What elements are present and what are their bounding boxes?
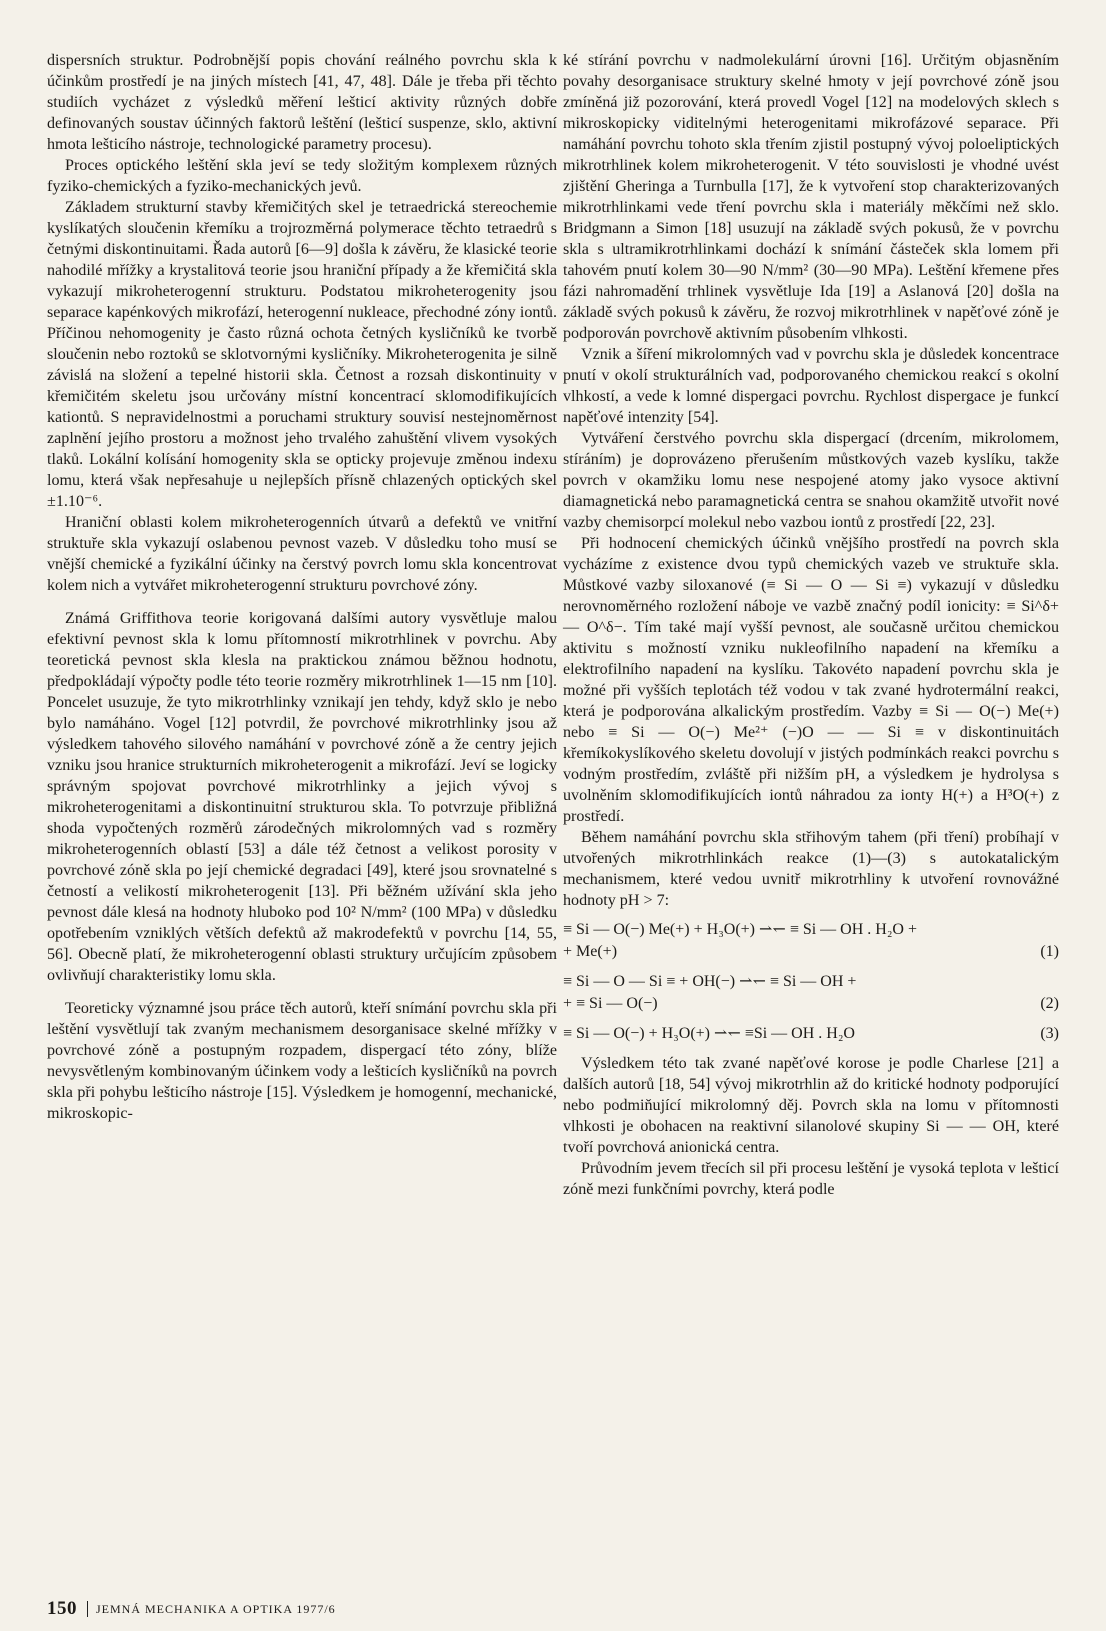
paragraph: Známá Griffithova teorie korigovaná dalšími autory vysvětluje malou efektivní pevnost skla k lomu přítomností mikrotrhlinek v povrchu. Aby teoretická pevnost skla klesla na praktickou známou běžnou hodnotu, předpokládají výpočty podle této teorie rozměry mikrotrhlinek 1—15 nm [10]. Poncelet usuzuje, že tyto mikrotrhlinky vznikají jen tehdy, když sklo je nebo bylo namáháno. Vogel [12] potvrdil, že povrchové mikrotrhlinky jsou až výsledkem tahového silového namáhání v povrchové zóně a že centry jejich vzniku jsou hranice strukturních mikroheterogenit a mikrofází. Jeví se logicky správným spojovat povrchové mikrotrhlinky a jejich vývoj s mikroheterogenitami a diskontinuitní strukturou skla. To potvrzuje přibližná shoda vypočtených rozměrů zárodečných mikrolomných vad s rozměry mikroheterogenních oblastí [53] a dále též četnost a velikost porosity v povrchové zóně skla po její chemické degradaci [49], které jsou srovnatelné s četností a velikostí mikroheterogenit [13]. Při běžném užívání skla jeho pevnost dále klesá na hodnoty hluboko pod 10² N/mm² (100 MPa) v důsledku opotřebením vzniklých větších defektů až makrodefektů v povrchu [14, 55, 56]. Obecně platí, že mikroheterogenní oblasti struktury určujícím způsobem ovlivňují charakteristiky lomu skla. [47, 610, 557, 984]
equation-line: ≡ Si — O(−) + H₃O(+) ⇀↽ ≡Si — OH . H₂O [563, 1025, 855, 1042]
equation-2 [563, 971, 1059, 993]
paragraph: Proces optického leštění skla jeví se tedy složitým komplexem různých fyziko-chemických a fyziko-mechanických jevů. [47, 157, 557, 195]
equation-block [563, 919, 1059, 1045]
equation-2-continuation [563, 993, 1059, 1015]
paragraph: ké stírání povrchu v nadmolekulární úrovni [16]. Určitým objasněním povahy desorganisace struktury skelné hmoty v její povrchové zóně jsou zmíněná již pozorování, která provedl Vogel [12] na modelových sklech s mikroskopicky viditelnými heterogenitami mikrofázové separace. Při namáhání povrchu tohoto skla třením zjistil postupný vývoj poloeliptických mikrotrhlinek kolem mikroheterogenit. V této souvislosti je vhodné uvést zjištění Gheringa a Turnbulla [17], že k vytvoření stop charakterizovaných mikrotrhlinkami vede tření povrchu skla i materiály měkčími než sklo. Bridgmann a Simon [18] usuzují na základě svých pokusů, že v povrchu skla s ultramikrotrhlinkami dochází k snímání částeček skla lomem při tahovém pnutí kolem 30—90 N/mm² (30—90 MPa). Leštění křemene přes fázi nahromadění trhlinek vysvětluje Ida [19] a Aslanová [20] došla na základě svých pokusů k závěru, že rozvoj mikrotrhlinek v napěťové zóně je podporován povrchově aktivním působením vlhkosti. [563, 52, 1059, 342]
paragraph: Hraniční oblasti kolem mikroheterogenních útvarů a defektů ve vnitřní struktuře skla vykazují oslabenou pevnost vazeb. V důsledku toho musí se vnější chemické a fyzikální účinky na čerstvý povrch lomu skla koncentrovat kolem nich a vytvářet mikroheterogenní strukturu povrchové zóny. [47, 514, 557, 594]
page-footer [47, 1600, 336, 1618]
equation-line: + ≡ Si — O(−) [563, 995, 658, 1012]
right-text-column [563, 50, 1059, 1200]
paragraph: dispersních struktur. Podrobnější popis chování reálného povrchu skla k účinkům prostředí je na jiných místech [41, 47, 48]. Dále je třeba při těchto studiích vycházet z výsledků měření lešticí aktivity různých dobře definovaných soustav účinných faktorů leštění (lešticí suspenze, sklo, aktivní hmota lešticího nástroje, technologické parametry procesu). [47, 52, 557, 153]
paragraph: Během namáhání povrchu skla střihovým tahem (při tření) probíhají v utvořených mikrotrhlinkách reakce (1)—(3) s autokatalickým mechanismem, které vedou uvnitř mikrotrhliny k utvoření rovnovážné hodnoty pH > 7: [563, 829, 1059, 909]
equation-line: + Me(+) [563, 943, 618, 960]
paragraph: Vznik a šíření mikrolomných vad v povrchu skla je důsledek koncentrace pnutí v okolí strukturálních vad, podporovaného chemickou reakcí s okolní vlhkostí, a vede k lomné dispergaci povrchu. Rychlost dispergace je funkcí napěťové intenzity [54]. [563, 346, 1059, 426]
equation-line: ≡ Si — O — Si ≡ + OH(−) ⇀↽ ≡ Si — OH + [563, 973, 857, 990]
equation-3 [563, 1023, 1059, 1045]
left-text-column [47, 50, 557, 1124]
paragraph: Při hodnocení chemických účinků vnějšího prostředí na povrch skla vycházíme z existence dvou typů chemických vazeb ve struktuře skla. Můstkové vazby siloxanové (≡ Si — O — Si ≡) vykazují v důsledku nerovnoměrného rozložení náboje ve vazbě značný podíl ionicity: ≡ Si^δ+ — O^δ−. Tím také mají vyšší pevnost, ale současně určitou chemickou aktivitu s možností vzniku nukleofilního napadení na křemíku a elektrofilního napadení na kyslíku. Takovéto napadení povrchu skla je možné při vyšších teplotách též vodou v tak zvané hydrotermální reakci, která je podporována alkalickým prostředím. Vazby ≡ Si — O(−) Me(+) nebo ≡ Si — O(−) Me²⁺ (−)O — — Si ≡ v diskontinuitách křemíkokyslíkového skeletu dovolují v jistých podmínkách reakci povrchu s vodným prostředím, zvláště při nižším pH, a výsledkem je hydrolysa s uvolněním sklomodifikujících iontů náhradou za ionty H(+) a H³O(+) z prostředí. [563, 535, 1059, 825]
equation-1 [563, 919, 1059, 941]
paragraph: Výsledkem této tak zvané napěťové korose je podle Charlese [21] a dalších autorů [18, 54] vývoj mikrotrhlin až do kritické hodnoty podporující nebo podmiňující mikrolomný děj. Povrch skla na lomu v přítomnosti vlhkosti je obohacen na reaktivní silanolové skupiny Si — — OH, které tvoří povrchová anionická centra. [563, 1055, 1059, 1156]
paragraph: Průvodním jevem třecích sil při procesu leštění je vysoká teplota v lešticí zóně mezi funkčními povrchy, která podle [563, 1160, 1059, 1198]
paragraph: Teoreticky významné jsou práce těch autorů, kteří snímání povrchu skla při leštění vysvětlují tak zvaným mechanismem desorganisace skelné mřížky v povrchové zóně a postupným rozpadem, dispergací této zóny, blíže nevysvětleným kombinovaným účinkem vody a lešticích kysličníků na povrch skla při pohybu lešticího nástroje [15]. Výsledkem je homogenní, mechanické, mikroskopic- [47, 1000, 557, 1122]
paragraph: Základem strukturní stavby křemičitých skel je tetraedrická stereochemie kyslíkatých sloučenin křemíku a trojrozměrná polymerace těchto tetraedrů s četnými diskontinuitami. Řada autorů [6—9] došla k závěru, že klasické teorie nahodilé mřížky a krystalitová teorie jsou hraniční případy a že křemičitá skla vykazují mikroheterogenní strukturu. Podstatou mikroheterogenity jsou separace kapénkových mikrofází, heterogenní nukleace, přechodné zóny iontů. Příčinou nehomogenity je často různá ochota četných kysličníků ke tvorbě sloučenin nebo roztoků se sklotvornými kysličníky. Mikroheterogenita je silně závislá na složení a tepelné historii skla. Četnost a rozsah diskontinuity v křemičitém skeletu jsou určovány místní koncentrací sklomodifikujících kationtů. S nepravidelnostmi a poruchami struktury souvisí nestejnoměrnost zaplnění jejího prostoru a možnost jeho trvalého zahuštění vlivem vysokých tlaků. Lokální kolísání homogenity skla se opticky projevuje změnou indexu lomu, která však nepřesahuje u nejlepších přísně chlazených optických skel ±1.10⁻⁶. [47, 199, 557, 510]
journal-name: JEMNÁ MECHANIKA A OPTIKA 1977/6 [96, 1602, 336, 1616]
page-number: 150 [47, 1598, 77, 1619]
footer-divider [87, 1601, 88, 1617]
equation-number: (1) [1040, 943, 1059, 960]
equation-number: (3) [1040, 1025, 1059, 1042]
equation-number: (2) [1040, 995, 1059, 1012]
equation-1-continuation [563, 941, 1059, 963]
paragraph: Vytváření čerstvého povrchu skla dispergací (drcením, mikrolomem, stíráním) je doprovázeno přerušením můstkových vazeb kyslíku, takže povrch v okamžiku lomu nese nespojené atomy jako vysoce aktivní diamagnetická nebo paramagnetická centra se snahou okamžitě utvořit nové vazby chemisorpcí molekul nebo vazbou iontů z prostředí [22, 23]. [563, 430, 1059, 531]
equation-line: ≡ Si — O(−) Me(+) + H₃O(+) ⇀↽ ≡ Si — OH . H₂O + [563, 921, 917, 938]
